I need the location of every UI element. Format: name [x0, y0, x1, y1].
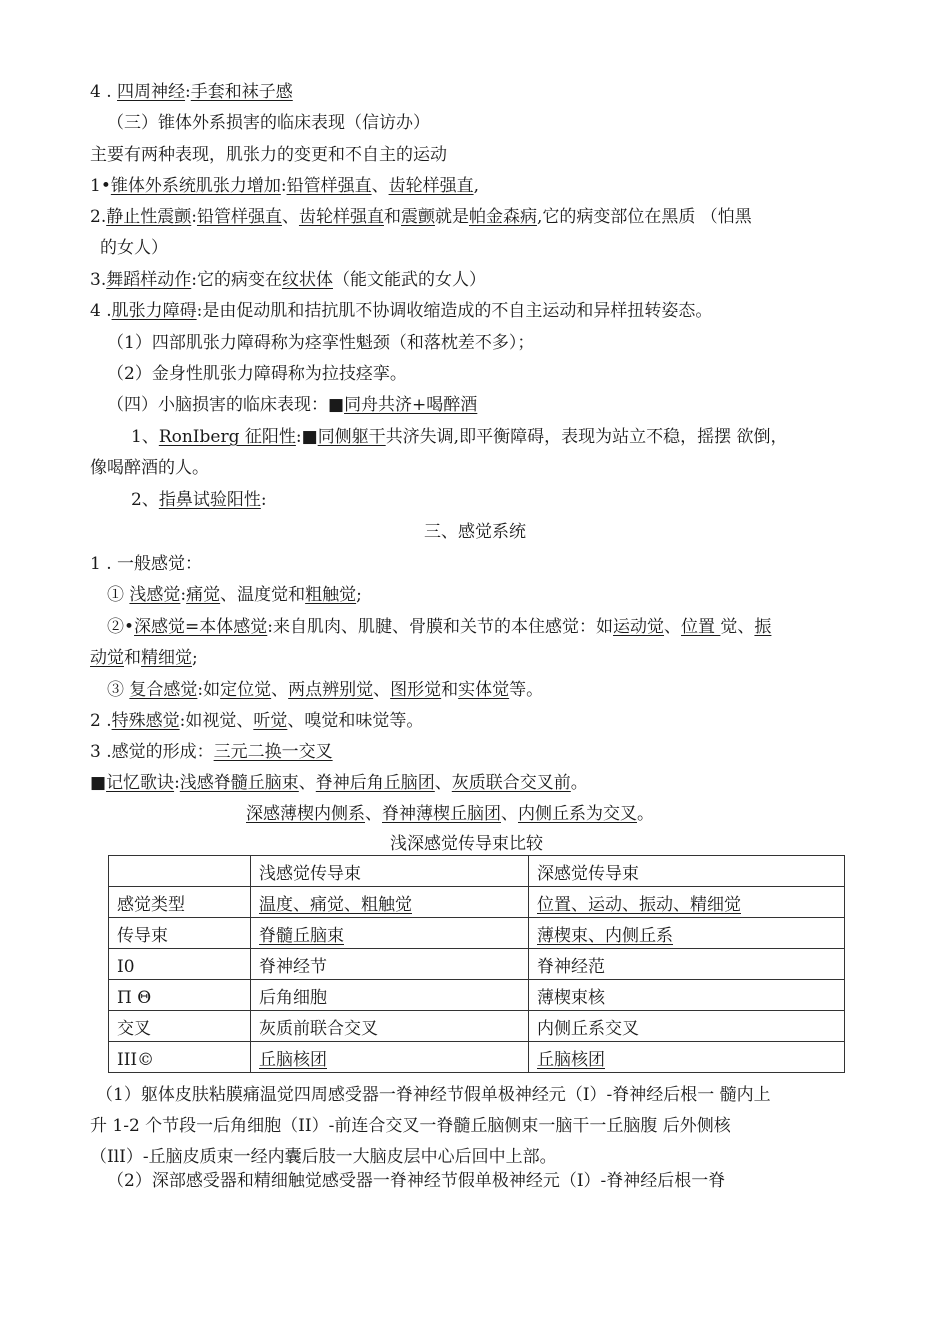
- sub-item: （1）四部肌张力障碍称为痉挛性魁颈（和落枕差不多）；: [107, 333, 535, 353]
- sub-item: （2）金身性肌张力障碍称为拉技痉挛。: [107, 364, 407, 384]
- term: 定位觉: [220, 680, 272, 700]
- line-item: 1 . 一般感觉：: [90, 554, 203, 574]
- item-number: 1•: [90, 176, 111, 196]
- item-number: 1、: [131, 427, 159, 447]
- line-item: [131, 488, 267, 512]
- table-row-label: 传导束: [109, 918, 251, 949]
- term: 铅管样强直: [196, 207, 282, 227]
- term: 同侧躯干: [317, 427, 386, 447]
- text: （四）小脑损害的临床表现：■: [107, 395, 345, 415]
- term: 精细觉: [141, 648, 192, 668]
- text: 、: [281, 207, 299, 227]
- term: 复合感觉: [129, 680, 198, 700]
- term: 震颤: [400, 207, 435, 227]
- table-header-cell: [109, 856, 251, 887]
- term: 三元二换一交叉: [213, 742, 333, 762]
- table-header-cell: 深感觉传导束: [529, 856, 845, 887]
- text: :: [174, 773, 180, 793]
- term: 齿轮样强直: [388, 176, 474, 196]
- line-peripheral-nerve: [90, 80, 293, 104]
- text: :: [180, 585, 187, 605]
- term: 指鼻试验阳性: [158, 490, 261, 510]
- text: :■: [295, 427, 318, 447]
- table-row-label: III©: [109, 1042, 251, 1073]
- sub-item-continuation: [90, 646, 198, 670]
- heading-extrapyramidal: （三）锥体外系损害的临床表现（信访办）: [107, 113, 430, 133]
- term: 脊神后角丘脑团: [315, 773, 435, 793]
- text: 共济失调,即平衡障碍，表现为站立不稳，摇摆 欲倒，: [385, 427, 788, 447]
- bullet: ■: [90, 773, 107, 793]
- term: 纹状体: [281, 270, 333, 290]
- text: 、: [298, 773, 316, 793]
- line-item: [90, 740, 333, 764]
- table-cell: [251, 887, 529, 918]
- sub-item: [107, 678, 543, 702]
- cell-text: 脊髓丘脑束: [259, 926, 344, 946]
- item-number: 2 .: [90, 711, 112, 731]
- term: 齿轮样强直: [298, 207, 384, 227]
- term: 听觉: [253, 711, 288, 731]
- table-header-cell: 浅感觉传导束: [251, 856, 529, 887]
- line-item: [90, 299, 712, 323]
- table-cell: [529, 1042, 845, 1073]
- term: 铅管样强直: [286, 176, 372, 196]
- term: 振: [754, 617, 772, 637]
- table-title: 浅深感觉传导束比较: [390, 834, 543, 854]
- line-item: [90, 174, 479, 198]
- item-number: 2.: [90, 207, 107, 227]
- text: 、: [371, 176, 389, 196]
- paragraph-line: （1）躯体皮肤粘膜痛温觉四周感受器一脊神经节假单极神经元（I）-脊神经后根一 髓内上: [96, 1085, 771, 1105]
- table-row-label: 交叉: [109, 1011, 251, 1042]
- table-cell: 后角细胞: [251, 980, 529, 1011]
- paragraph-line: （IlI）-丘脑皮质束一经内囊后肢一大脑皮层中心后回中上部。: [90, 1147, 557, 1167]
- cell-text: 位置、运动、振动、精细觉: [537, 895, 741, 915]
- term: 内侧丘系为交叉: [518, 804, 637, 824]
- table-row: [109, 980, 845, 1011]
- table-header-row: [109, 856, 845, 887]
- term: 运动觉: [613, 617, 665, 637]
- table-row-label: I0: [109, 949, 251, 980]
- table-cell: [529, 918, 845, 949]
- text: ;: [356, 585, 362, 605]
- text: ,: [473, 176, 479, 196]
- table-cell: 内侧丘系交叉: [529, 1011, 845, 1042]
- text: 、: [501, 804, 518, 824]
- cell-text: 温度、痛觉、粗触觉: [259, 895, 412, 915]
- text: （能文能武的女人）: [332, 270, 486, 290]
- text: 、: [271, 680, 289, 700]
- term: 静止性震颤: [106, 207, 192, 227]
- term: 特殊感觉: [111, 711, 180, 731]
- term: 图形觉: [390, 680, 442, 700]
- line-item: [90, 268, 486, 292]
- text: 。: [570, 773, 588, 793]
- term: 舞蹈样动作: [106, 270, 192, 290]
- paragraph-line: 升 1-2 个节段一后角细胞（II）-前连合交叉一脊髓丘脑侧束一脑干一丘脑腹 后外侧核: [90, 1116, 731, 1136]
- term: 位置: [681, 617, 721, 637]
- term: 四周神经: [117, 82, 186, 102]
- paragraph-text: 主要有两种表现，肌张力的变更和不自主的运动: [90, 145, 447, 165]
- item-number: 3 .感觉的形成：: [90, 742, 214, 762]
- text: 、嗅觉和味觉等。: [287, 711, 424, 731]
- table-cell: [251, 918, 529, 949]
- text: 。: [637, 804, 654, 824]
- table-cell: 薄楔束核: [529, 980, 845, 1011]
- separator: :: [191, 207, 197, 227]
- text: :它的病变在: [191, 270, 282, 290]
- table-row: [109, 887, 845, 918]
- table-row: [109, 949, 845, 980]
- paragraph-text: 像喝醉酒的人。: [90, 458, 209, 478]
- section-title: 三、感觉系统: [424, 522, 526, 542]
- term: 动觉: [90, 648, 124, 668]
- term: 脊神薄楔丘脑团: [382, 804, 501, 824]
- item-number: ②•: [107, 617, 135, 637]
- text: 、: [365, 804, 382, 824]
- text: :如视觉、: [179, 711, 254, 731]
- term: 锥体外系统肌张力增加: [110, 176, 281, 196]
- term: 帕金森病: [468, 207, 537, 227]
- term: 实体觉: [458, 680, 510, 700]
- table-row: [109, 1042, 845, 1073]
- mnemonic-line: [90, 771, 588, 795]
- item-number: 2、: [131, 490, 159, 510]
- term: 深感觉=本体感觉: [134, 617, 268, 637]
- item-number: 4 .: [90, 301, 112, 321]
- term: 同舟共济+喝醉酒: [344, 395, 478, 415]
- term: 记忆歌诀: [106, 773, 175, 793]
- table-row: [109, 1011, 845, 1042]
- text: 、: [664, 617, 682, 637]
- term: RonIberg 征阳性: [158, 427, 296, 447]
- text: ,它的病变部位在黑质 （怕黑: [536, 207, 752, 227]
- line-item: [131, 425, 788, 449]
- heading-cerebellum: [107, 393, 477, 417]
- sub-item: [107, 615, 771, 639]
- text: 、: [434, 773, 452, 793]
- item-number: ①: [107, 585, 130, 605]
- term: 肌张力障碍: [111, 301, 197, 321]
- item-number: ③: [107, 680, 130, 700]
- text: :来自肌肉、肌腱、骨膜和关节的本住感觉：如: [267, 617, 614, 637]
- text: 和: [124, 648, 141, 668]
- separator: :: [280, 176, 287, 196]
- paragraph-text: 的女人）: [100, 238, 168, 258]
- text: 和: [383, 207, 401, 227]
- text: 、: [373, 680, 391, 700]
- cell-text: 丘脑核团: [259, 1050, 327, 1070]
- table-row: [109, 918, 845, 949]
- item-number: 4 .: [90, 82, 112, 102]
- line-item: [90, 205, 752, 229]
- cell-text: 薄楔束、内侧丘系: [537, 926, 673, 946]
- table-cell: 脊神经范: [529, 949, 845, 980]
- line-item: [90, 709, 423, 733]
- term: 深感薄楔内侧系: [246, 804, 365, 824]
- text: :如: [197, 680, 221, 700]
- term: 两点辨别觉: [288, 680, 374, 700]
- item-number: 3.: [90, 270, 107, 290]
- text: 等。: [509, 680, 544, 700]
- text: ;: [192, 648, 198, 668]
- text: 、温度觉和: [220, 585, 306, 605]
- term: 浅感脊髓丘脑束: [179, 773, 299, 793]
- paragraph-line: （2）深部感受器和精细触觉感受器一脊神经节假单极神经元（I）-脊神经后根一脊: [107, 1171, 726, 1191]
- table-row-label: Π Θ: [109, 980, 251, 1011]
- term: 浅感觉: [129, 585, 181, 605]
- text: 和: [441, 680, 459, 700]
- sub-item: [107, 583, 362, 607]
- mnemonic-line: [246, 802, 654, 826]
- text: 觉、: [720, 617, 755, 637]
- term: 痛觉: [186, 585, 221, 605]
- text: :: [260, 490, 267, 510]
- term: 粗触觉: [305, 585, 357, 605]
- text: :是由促动肌和拮抗肌不协调收缩造成的不自主运动和异样扭转姿态。: [196, 301, 713, 321]
- separator: :: [185, 82, 191, 102]
- table-cell: [529, 887, 845, 918]
- table-cell: 灰质前联合交叉: [251, 1011, 529, 1042]
- cell-text: 丘脑核团: [537, 1050, 605, 1070]
- text: 就是: [434, 207, 469, 227]
- term: 手套和袜子感: [190, 82, 293, 102]
- table-cell: 脊神经节: [251, 949, 529, 980]
- comparison-table: [108, 855, 845, 1073]
- table-row-label: 感觉类型: [109, 887, 251, 918]
- table-cell: [251, 1042, 529, 1073]
- term: 灰质联合交叉前: [451, 773, 571, 793]
